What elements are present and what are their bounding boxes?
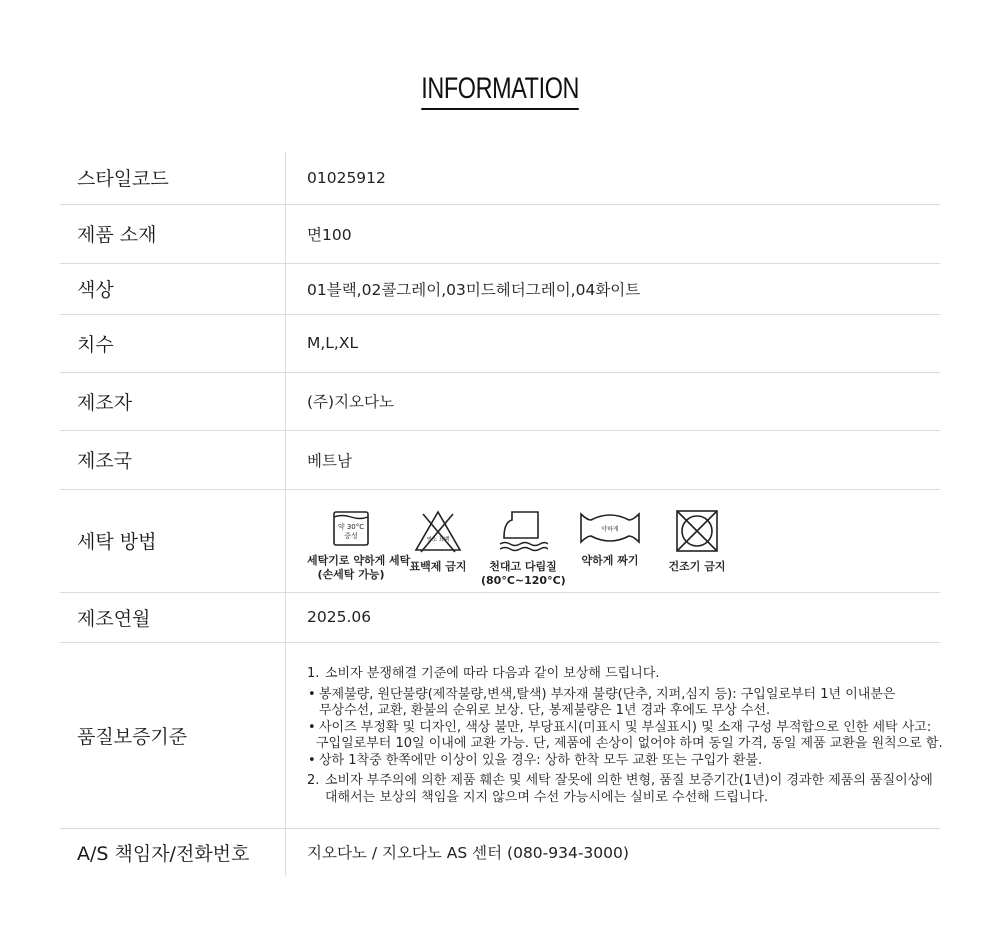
quality-item-1-num: 1. bbox=[307, 666, 320, 681]
care-label-bleach: 표백제 금지 bbox=[409, 559, 467, 573]
quality-bullet-2-cont bbox=[307, 736, 943, 753]
bleach-inner-text: 염소 표백 bbox=[426, 536, 450, 543]
as-label: A/S 책임자/전화번호 bbox=[60, 828, 286, 876]
material-label: 제품 소재 bbox=[60, 204, 286, 263]
care-label-wash-2: (손세탁 가능) bbox=[317, 567, 385, 581]
wash-30-icon bbox=[331, 508, 371, 548]
row-color bbox=[60, 263, 940, 314]
quality-text bbox=[307, 652, 943, 818]
row-country bbox=[60, 430, 940, 489]
quality-bullet-1 bbox=[307, 687, 940, 704]
care-value bbox=[286, 489, 941, 592]
quality-bullet-3-text: 상하 1착중 한쪽에만 이상이 있을 경우: 상하 한착 모두 교환 또는 구입가 환불. bbox=[319, 752, 763, 768]
quality-item-1-text: 소비자 분쟁해결 기준에 따라 다음과 같이 보상해 드립니다. bbox=[325, 666, 660, 681]
quality-item-2-b: 대해서는 보상의 책임을 지지 않으며 수선 가능시에는 실비로 수선해 드립니다. bbox=[325, 789, 769, 805]
material-value: 면100 bbox=[286, 204, 941, 263]
row-care bbox=[60, 489, 940, 592]
care-label-wring: 약하게 짜기 bbox=[581, 553, 639, 567]
quality-label: 품질보증기준 bbox=[60, 642, 286, 828]
bullet-dot: • bbox=[308, 686, 316, 702]
care-item-iron bbox=[481, 508, 565, 588]
size-label: 치수 bbox=[60, 314, 286, 372]
quality-bullet-1-b: 무상수선, 교환, 환불의 순위로 보상. 단, 봉제불량은 1년 경과 후에도 무상 수선. bbox=[319, 703, 771, 718]
country-label: 제조국 bbox=[60, 430, 286, 489]
bullet-dot: • bbox=[308, 752, 316, 768]
style-code-value: 01025912 bbox=[286, 152, 941, 204]
quality-item-2-num: 2. bbox=[307, 773, 320, 788]
care-item-wash bbox=[307, 508, 411, 582]
wash-temp-text: 약 30°C bbox=[337, 522, 365, 531]
care-item-wring bbox=[565, 508, 655, 568]
quality-bullet-2-b: 구입일로부터 10일 이내에 교환 가능. 단, 제품에 손상이 없어야 하며 동일 가격, 동일 제품 교환을 원칙으로 함. bbox=[316, 736, 943, 751]
row-quality bbox=[60, 642, 940, 828]
information-table bbox=[60, 152, 943, 876]
care-icons bbox=[307, 490, 940, 588]
wring-gently-icon bbox=[579, 508, 641, 548]
quality-item-2 bbox=[307, 773, 940, 790]
manufacturer-value: (주)지오다노 bbox=[286, 372, 941, 430]
date-value: 2025.06 bbox=[286, 592, 941, 642]
row-size bbox=[60, 314, 940, 372]
wash-neutral-text: 중성 bbox=[344, 531, 358, 540]
care-label-dry: 건조기 금지 bbox=[668, 559, 726, 573]
date-label: 제조연월 bbox=[60, 592, 286, 642]
color-label: 색상 bbox=[60, 263, 286, 314]
care-label-iron-2: (80°C~120°C) bbox=[481, 573, 566, 587]
bullet-dot: • bbox=[308, 719, 316, 735]
style-code-label: 스타일코드 bbox=[60, 152, 286, 204]
manufacturer-label: 제조자 bbox=[60, 372, 286, 430]
quality-value bbox=[286, 642, 941, 828]
quality-item-2-a: 소비자 부주의에 의한 제품 훼손 및 세탁 잘못에 의한 변형, 품질 보증기간(1년)이 경과한 제품의 품질이상에 bbox=[325, 773, 933, 788]
wring-inner-text: 약하게 bbox=[601, 525, 619, 533]
no-bleach-icon bbox=[413, 508, 463, 554]
no-tumble-dry-icon bbox=[674, 508, 720, 554]
iron-icon bbox=[498, 508, 548, 554]
quality-item-1 bbox=[307, 666, 940, 683]
care-label-wash-1: 세탁기로 약하게 세탁 bbox=[307, 553, 411, 567]
as-value: 지오다노 / 지오다노 AS 센터 (080-934-3000) bbox=[307, 844, 629, 863]
quality-bullet-1-cont bbox=[307, 703, 940, 720]
size-value: M,L,XL bbox=[286, 314, 941, 372]
quality-bullet-3 bbox=[307, 753, 940, 770]
row-material bbox=[60, 204, 940, 263]
care-label: 세탁 방법 bbox=[60, 489, 286, 592]
row-manufacturer bbox=[60, 372, 940, 430]
care-label-iron-1: 천대고 다림질 bbox=[489, 559, 557, 573]
care-item-bleach bbox=[395, 508, 481, 574]
row-style-code bbox=[60, 152, 940, 204]
color-value: 01블랙,02콜그레이,03미드헤더그레이,04화이트 bbox=[286, 263, 941, 314]
page-title: INFORMATION bbox=[421, 72, 579, 110]
page-title-wrap bbox=[0, 72, 1000, 110]
quality-bullet-2 bbox=[307, 720, 940, 737]
row-as bbox=[60, 828, 940, 876]
quality-bullet-2-a: 사이즈 부정확 및 디자인, 색상 불만, 부당표시(미표시 및 부실표시) 및 소재 구성 부적합으로 인한 세탁 사고: bbox=[319, 719, 932, 735]
quality-bullet-1-a: 봉제불량, 원단불량(제작불량,변색,탈색) 부자재 불량(단추, 지퍼,심지 등): 구입일로부터 1년 이내분은 bbox=[319, 686, 896, 702]
country-value: 베트남 bbox=[286, 430, 941, 489]
care-item-dry bbox=[655, 508, 739, 574]
row-date bbox=[60, 592, 940, 642]
quality-item-2-cont bbox=[307, 790, 940, 807]
